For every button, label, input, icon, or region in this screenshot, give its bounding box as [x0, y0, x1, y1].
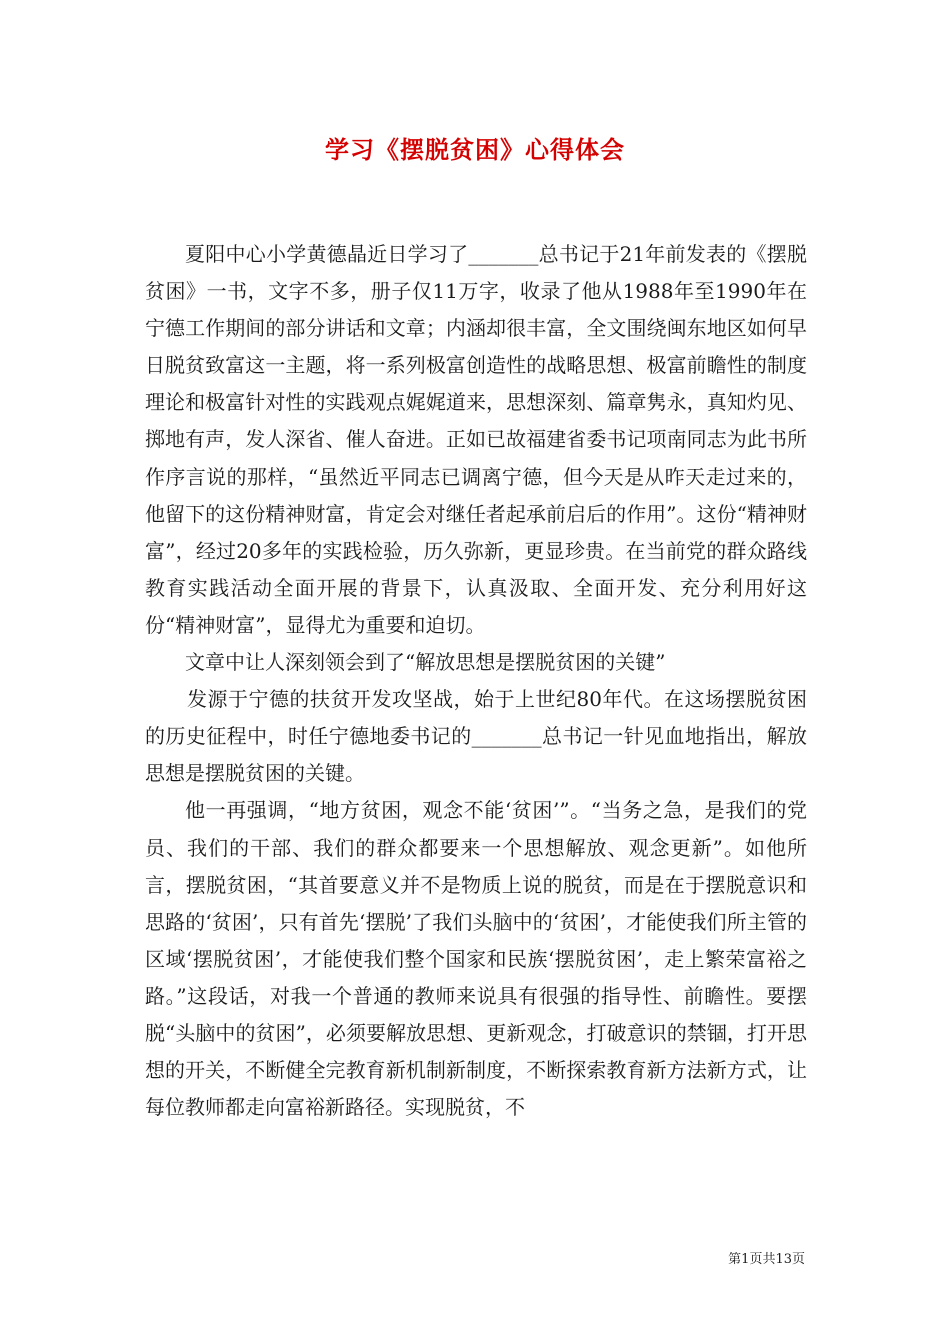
paragraph-4: 他一再强调，“地方贫困，观念不能‘贫困’”。“当务之急，是我们的党员、我们的干部、我们的群众都要来一个思想解放、观念更新”。如他所言，摆脱贫困，“其首要意义并不是物质上说的脱贫，而是在于摆脱意识和思路的‘贫困’，只有首先‘摆脱’了我们头脑中的‘贫困’，才能使我们所主管的区域‘摆脱贫困’，才能使我们整个国家和民族‘摆脱贫困’，走上繁荣富裕之路。”这段话，对我一个普通的教师来说具有很强的指导性、前瞻性。要摆脱“头脑中的贫困”，必须要解放思想、更新观念，打破意识的禁锢，打开思想的开关，不断健全完教育新机制新制度，不断探索教育新方法新方式，让每位教师都走向富裕新路径。实现脱贫，不	[145, 798, 807, 1120]
paragraph-1: 夏阳中心小学黄德晶近日学习了_______总书记于21年前发表的《摆脱贫困》一书，文字不多，册子仅11万字，收录了他从1988年至1990年在宁德工作期间的部分讲话和文章；内涵却很丰富，全文围绕闽东地区如何早日脱贫致富这一主题，将一系列极富创造性的战略思想、极富前瞻性的制度理论和极富针对性的实践观点娓娓道来，思想深刻、篇章隽永，真知灼见、掷地有声，发人深省、催人奋进。正如已故福建省委书记项南同志为此书所作序言说的那样，“虽然近平同志已调离宁德，但今天是从昨天走过来的，他留下的这份精神财富，肯定会对继任者起承前启后的作用”。这份“精神财富”，经过20多年的实践检验，历久弥新，更显珍贵。在当前党的群众路线教育实践活动全面开展的背景下，认真汲取、全面开发、充分利用好这份“精神财富”，显得尤为重要和迫切。	[145, 242, 807, 637]
paragraph-3: 发源于宁德的扶贫开发攻坚战，始于上世纪80年代。在这场摆脱贫困的历史征程中，时任宁德地委书记的_______总书记一针见血地指出，解放思想是摆脱贫困的关键。	[145, 687, 807, 786]
document-title: 学习《摆脱贫困》心得体会	[325, 135, 625, 164]
page-footer: 第1页共13页	[728, 1252, 805, 1267]
document-body	[145, 236, 807, 1126]
paragraph-2: 文章中让人深刻领会到了“解放思想是摆脱贫困的关键”	[185, 650, 666, 675]
